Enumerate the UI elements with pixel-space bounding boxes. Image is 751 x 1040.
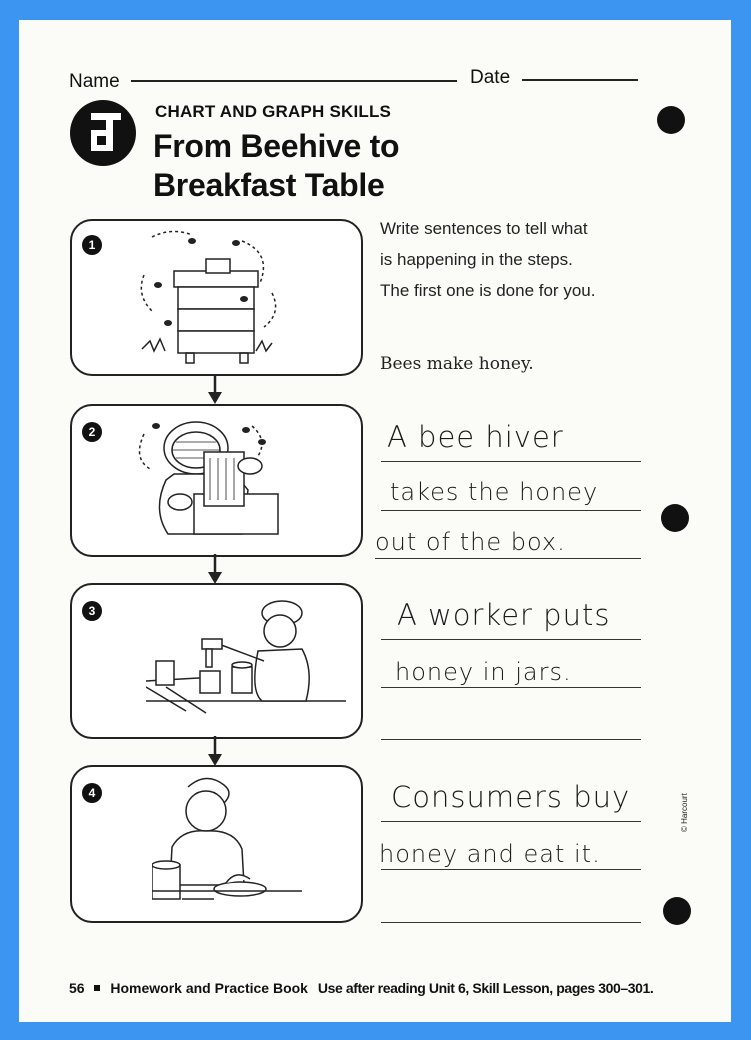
instruction-line: is happening in the steps.	[380, 250, 573, 269]
step-3-panel	[70, 583, 363, 739]
arrow-down-icon	[208, 554, 222, 584]
handwritten-answer: A worker puts	[397, 598, 611, 632]
step-number: 4	[82, 783, 102, 803]
section-kicker: CHART AND GRAPH SKILLS	[155, 102, 392, 121]
write-line	[381, 639, 641, 640]
arrow-down-icon	[208, 736, 222, 766]
write-line	[381, 687, 641, 688]
step-1-panel	[70, 219, 363, 376]
title-line-1: From Beehive to	[153, 128, 400, 164]
page-number: 56	[69, 980, 85, 996]
worker-filling-jars-illustration	[146, 591, 346, 727]
consumer-eating-illustration	[152, 773, 312, 913]
usage-note: Use after reading Unit 6, Skill Lesson, pages 300–301.	[317, 980, 654, 996]
handwritten-answer: Consumers buy	[391, 780, 631, 814]
step-number: 1	[82, 235, 102, 255]
handwritten-answer: takes the honey	[390, 478, 599, 506]
name-label: Name	[69, 71, 120, 92]
book-title: Homework and Practice Book	[110, 980, 308, 996]
handwritten-answer: A bee hiver	[387, 420, 564, 454]
write-line	[381, 739, 641, 740]
skill-logo-icon	[68, 98, 138, 168]
write-line	[381, 461, 641, 462]
footer-bullet-icon	[94, 985, 100, 991]
worksheet-page	[19, 20, 731, 1022]
step-2-panel	[70, 404, 363, 557]
instruction-line: The first one is done for you.	[380, 281, 596, 300]
instruction-line: Write sentences to tell what	[380, 219, 588, 238]
write-line	[381, 869, 641, 870]
write-line	[381, 821, 641, 822]
write-line	[381, 510, 641, 511]
page-footer	[69, 980, 653, 996]
beekeeper-illustration	[132, 410, 312, 550]
binder-hole	[661, 504, 689, 532]
name-blank	[131, 80, 457, 82]
handwritten-answer: out of the box.	[375, 528, 566, 556]
beehive-illustration	[132, 223, 302, 369]
step-1-sentence: Bees make honey.	[380, 354, 534, 374]
handwritten-answer: honey and eat it.	[379, 840, 601, 868]
write-line	[375, 558, 641, 559]
date-blank	[522, 79, 638, 81]
copyright-notice: © Harcourt	[680, 793, 689, 832]
instructions	[380, 213, 595, 306]
step-number: 2	[82, 422, 102, 442]
arrow-down-icon	[208, 374, 222, 404]
title-line-2: Breakfast Table	[153, 167, 385, 203]
binder-hole	[663, 897, 691, 925]
write-line	[381, 922, 641, 923]
step-4-panel	[70, 765, 363, 923]
handwritten-answer: honey in jars.	[395, 658, 572, 686]
step-number: 3	[82, 601, 102, 621]
binder-hole	[657, 106, 685, 134]
date-label: Date	[470, 67, 511, 88]
